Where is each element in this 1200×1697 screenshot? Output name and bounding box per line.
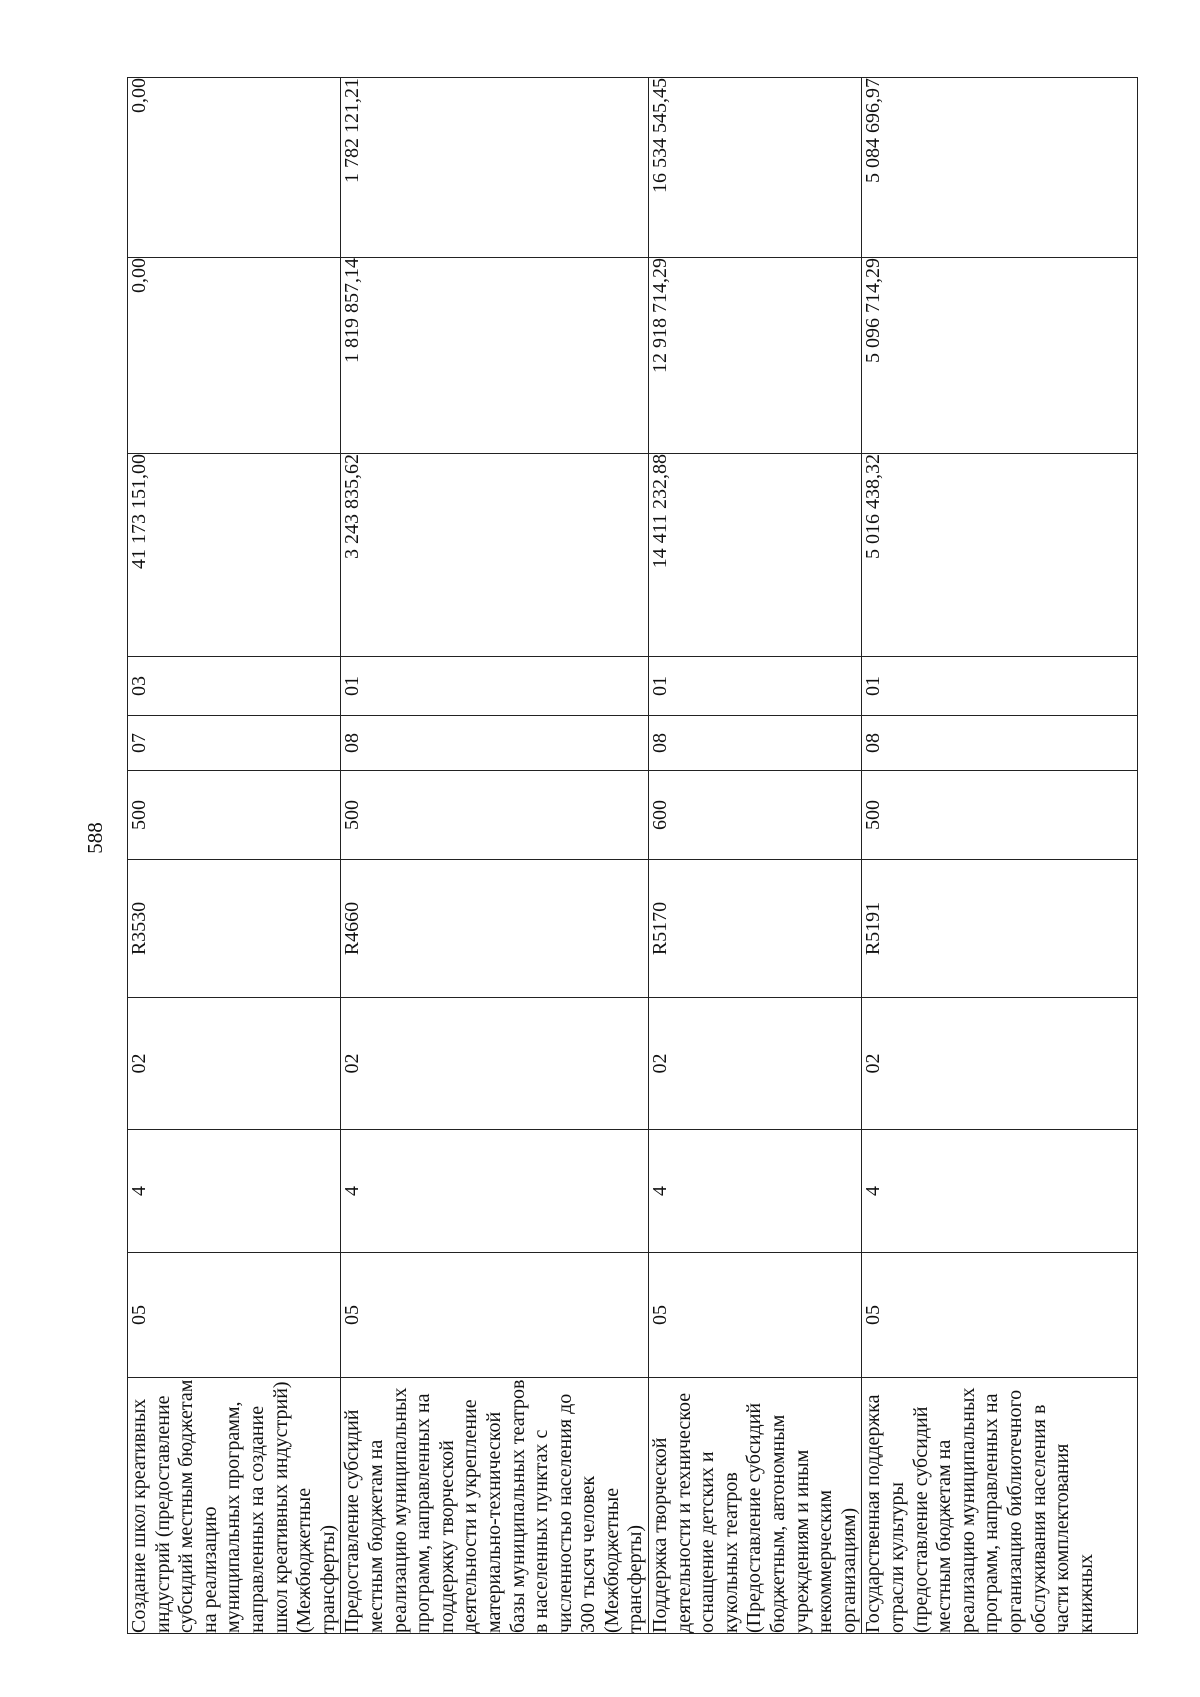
table-row — [649, 78, 862, 1634]
code-cell: 01 — [862, 657, 1138, 716]
budget-table-frame — [127, 78, 1097, 1634]
amount-cell: 14 411 232,88 — [649, 454, 862, 657]
code-cell: 02 — [649, 998, 862, 1130]
code-cell: R3530 — [128, 860, 341, 998]
code-cell: 4 — [128, 1130, 341, 1253]
code-cell: 05 — [128, 1253, 341, 1378]
table-row — [341, 78, 649, 1634]
row-description: Создание школ креативных индустрий (предоставление субсидий местным бюджетам на реализацию муниципальных программ, направленных на создание школ креативных индустрий) (Межбюджетные трансферты) — [128, 1378, 341, 1634]
code-cell: 500 — [862, 771, 1138, 860]
row-description: Государственная поддержка отрасли культуры (предоставление субсидий местным бюджетам на реализацию муниципальных программ, направленных на организацию библиотечного обслуживания населения в части комплектования книжных — [862, 1378, 1138, 1634]
code-cell: 08 — [649, 716, 862, 771]
amount-cell: 3 243 835,62 — [341, 454, 649, 657]
code-cell: 08 — [341, 716, 649, 771]
code-cell: 02 — [341, 998, 649, 1130]
row-description: Предоставление субсидий местным бюджетам на реализацию муниципальных программ, направленных на поддержку творческой деятельности и укрепление материально-технической базы муниципальных театров в населенных пунктах с численностью населения до 300 тысяч человек (Межбюджетные трансферты) — [341, 1378, 649, 1634]
amount-cell: 41 173 151,00 — [128, 454, 341, 657]
code-cell: 4 — [341, 1130, 649, 1253]
code-cell: R5191 — [862, 860, 1138, 998]
code-cell: 02 — [128, 998, 341, 1130]
amount-cell: 5 016 438,32 — [862, 454, 1138, 657]
amount-cell: 5 084 696,97 — [862, 78, 1138, 258]
code-cell: R5170 — [649, 860, 862, 998]
row-description: Поддержка творческой деятельности и техническое оснащение детских и кукольных театров (Предоставление субсидий бюджетным, автономным учреждениям и иным некоммерческим организациям) — [649, 1378, 862, 1634]
amount-cell: 0,00 — [128, 78, 341, 258]
amount-cell: 5 096 714,29 — [862, 258, 1138, 454]
code-cell: 05 — [649, 1253, 862, 1378]
code-cell: 500 — [341, 771, 649, 860]
amount-cell: 16 534 545,45 — [649, 78, 862, 258]
amount-cell: 1 782 121,21 — [341, 78, 649, 258]
code-cell: R4660 — [341, 860, 649, 998]
budget-table — [127, 77, 1138, 1634]
code-cell: 03 — [128, 657, 341, 716]
code-cell: 01 — [341, 657, 649, 716]
table-row — [128, 78, 341, 1634]
code-cell: 07 — [128, 716, 341, 771]
code-cell: 08 — [862, 716, 1138, 771]
code-cell: 600 — [649, 771, 862, 860]
code-cell: 4 — [649, 1130, 862, 1253]
table-row — [862, 78, 1138, 1634]
amount-cell: 12 918 714,29 — [649, 258, 862, 454]
code-cell: 05 — [862, 1253, 1138, 1378]
amount-cell: 1 819 857,14 — [341, 258, 649, 454]
code-cell: 05 — [341, 1253, 649, 1378]
code-cell: 500 — [128, 771, 341, 860]
code-cell: 01 — [649, 657, 862, 716]
page-number: 588 — [83, 822, 107, 854]
amount-cell: 0,00 — [128, 258, 341, 454]
code-cell: 02 — [862, 998, 1138, 1130]
code-cell: 4 — [862, 1130, 1138, 1253]
